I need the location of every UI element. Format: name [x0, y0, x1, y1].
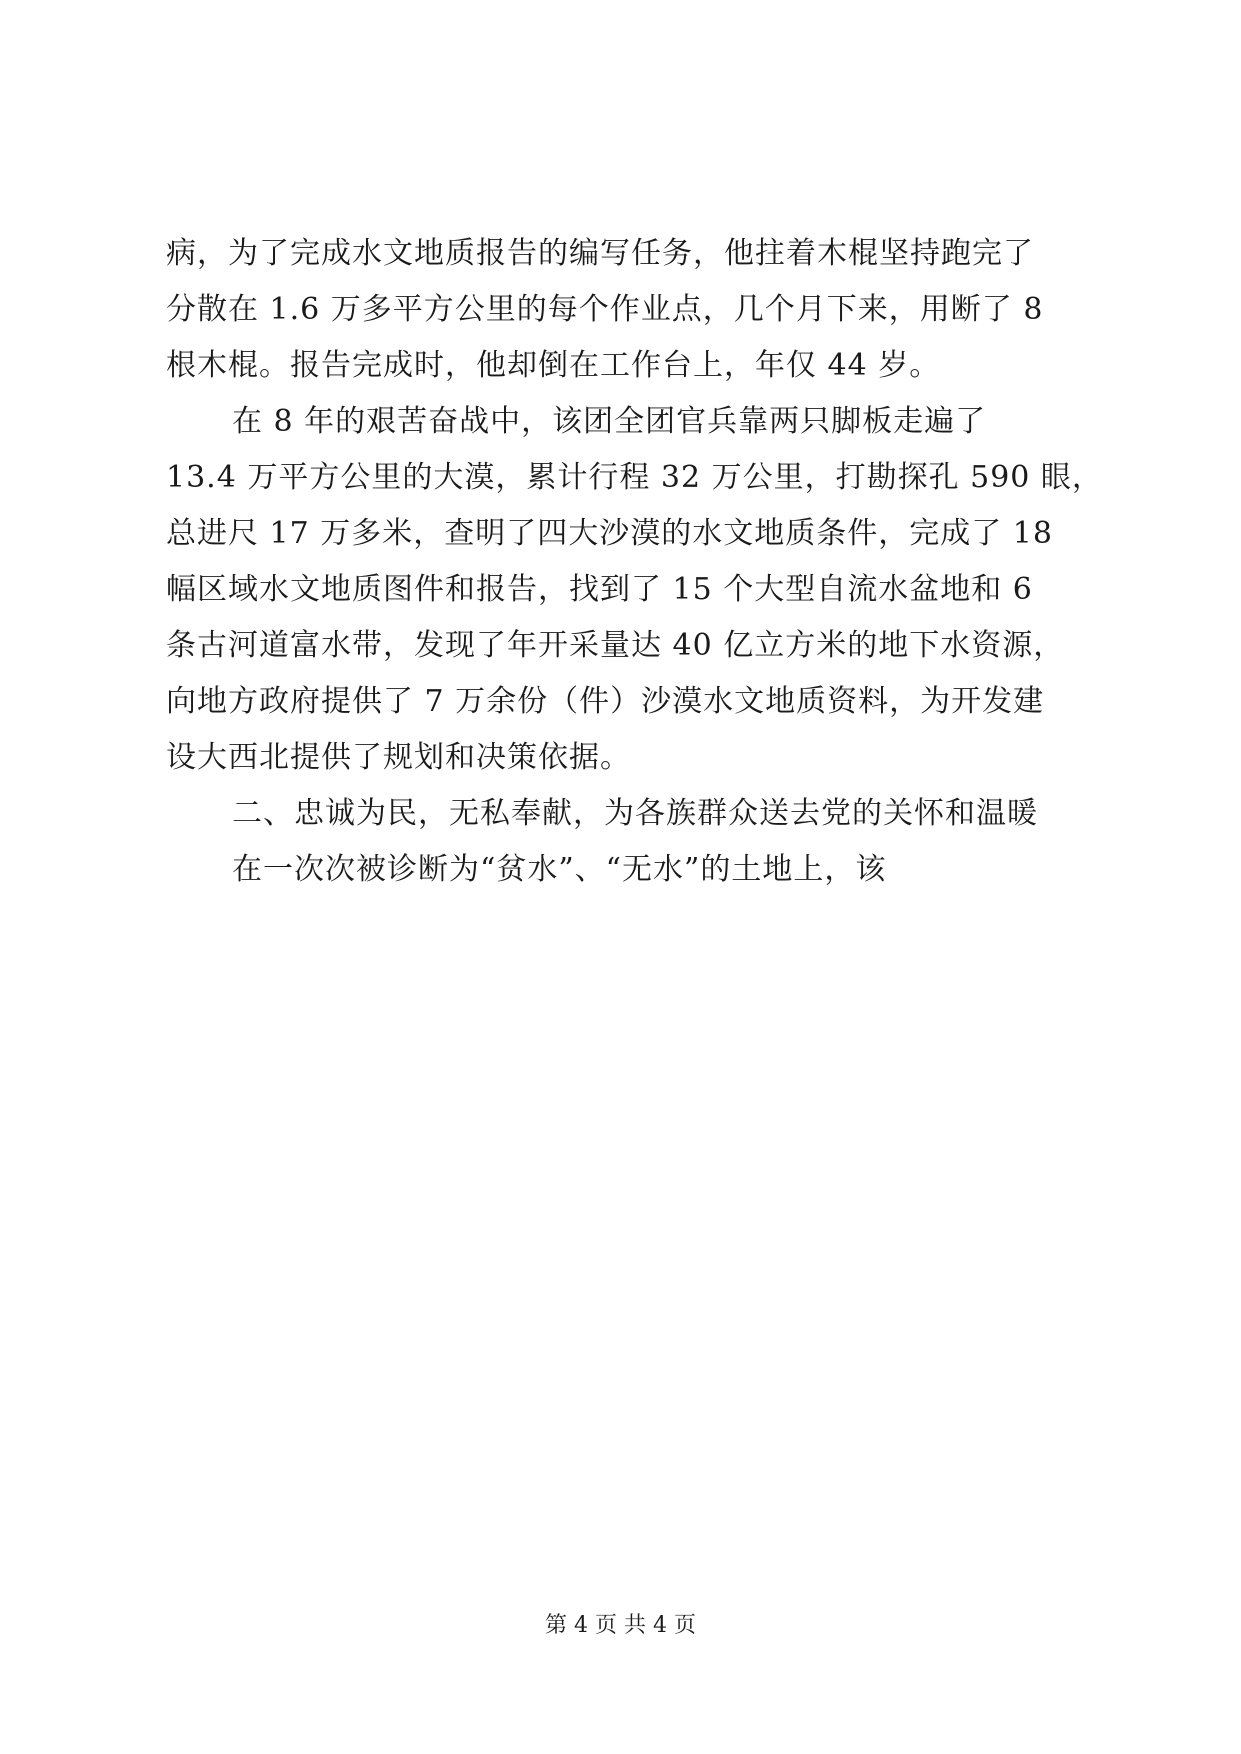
- text-line: 条古河道富水带，发现了年开采量达 40 亿立方米的地下水资源，: [166, 628, 1065, 663]
- text-line: 向地方政府提供了 7 万余份（件）沙漠水文地质资料，为开发建: [166, 684, 1045, 719]
- text-line: 设大西北提供了规划和决策依据。: [166, 740, 631, 775]
- section-heading: 二、忠诚为民，无私奉献，为各族群众送去党的关怀和温暖: [232, 796, 1038, 831]
- text-line: 总进尺 17 万多米，查明了四大沙漠的水文地质条件，完成了 18: [166, 516, 1053, 551]
- page-number: 第 4 页 共 4 页: [545, 1613, 696, 1638]
- page-footer: [0, 1612, 1241, 1640]
- paragraph-start-line: 在 8 年的艰苦奋战中，该团全团官兵靠两只脚板走遍了: [232, 404, 987, 439]
- text-line: 病，为了完成水文地质报告的编写任务，他拄着木棍坚持跑完了: [166, 236, 1034, 271]
- text-line: 13.4 万平方公里的大漠，累计行程 32 万公里，打勘探孔 590 眼，: [166, 460, 1103, 495]
- text-line: 分散在 1.6 万多平方公里的每个作业点，几个月下来，用断了 8: [166, 292, 1044, 327]
- paragraph-start-line: 在一次次被诊断为“贫水”、“无水”的土地上，该: [232, 852, 887, 887]
- document-body: [166, 226, 1103, 898]
- text-line: 幅区域水文地质图件和报告，找到了 15 个大型自流水盆地和 6: [166, 572, 1033, 607]
- text-line: 根木棍。报告完成时，他却倒在工作台上，年仅 44 岁。: [166, 348, 941, 383]
